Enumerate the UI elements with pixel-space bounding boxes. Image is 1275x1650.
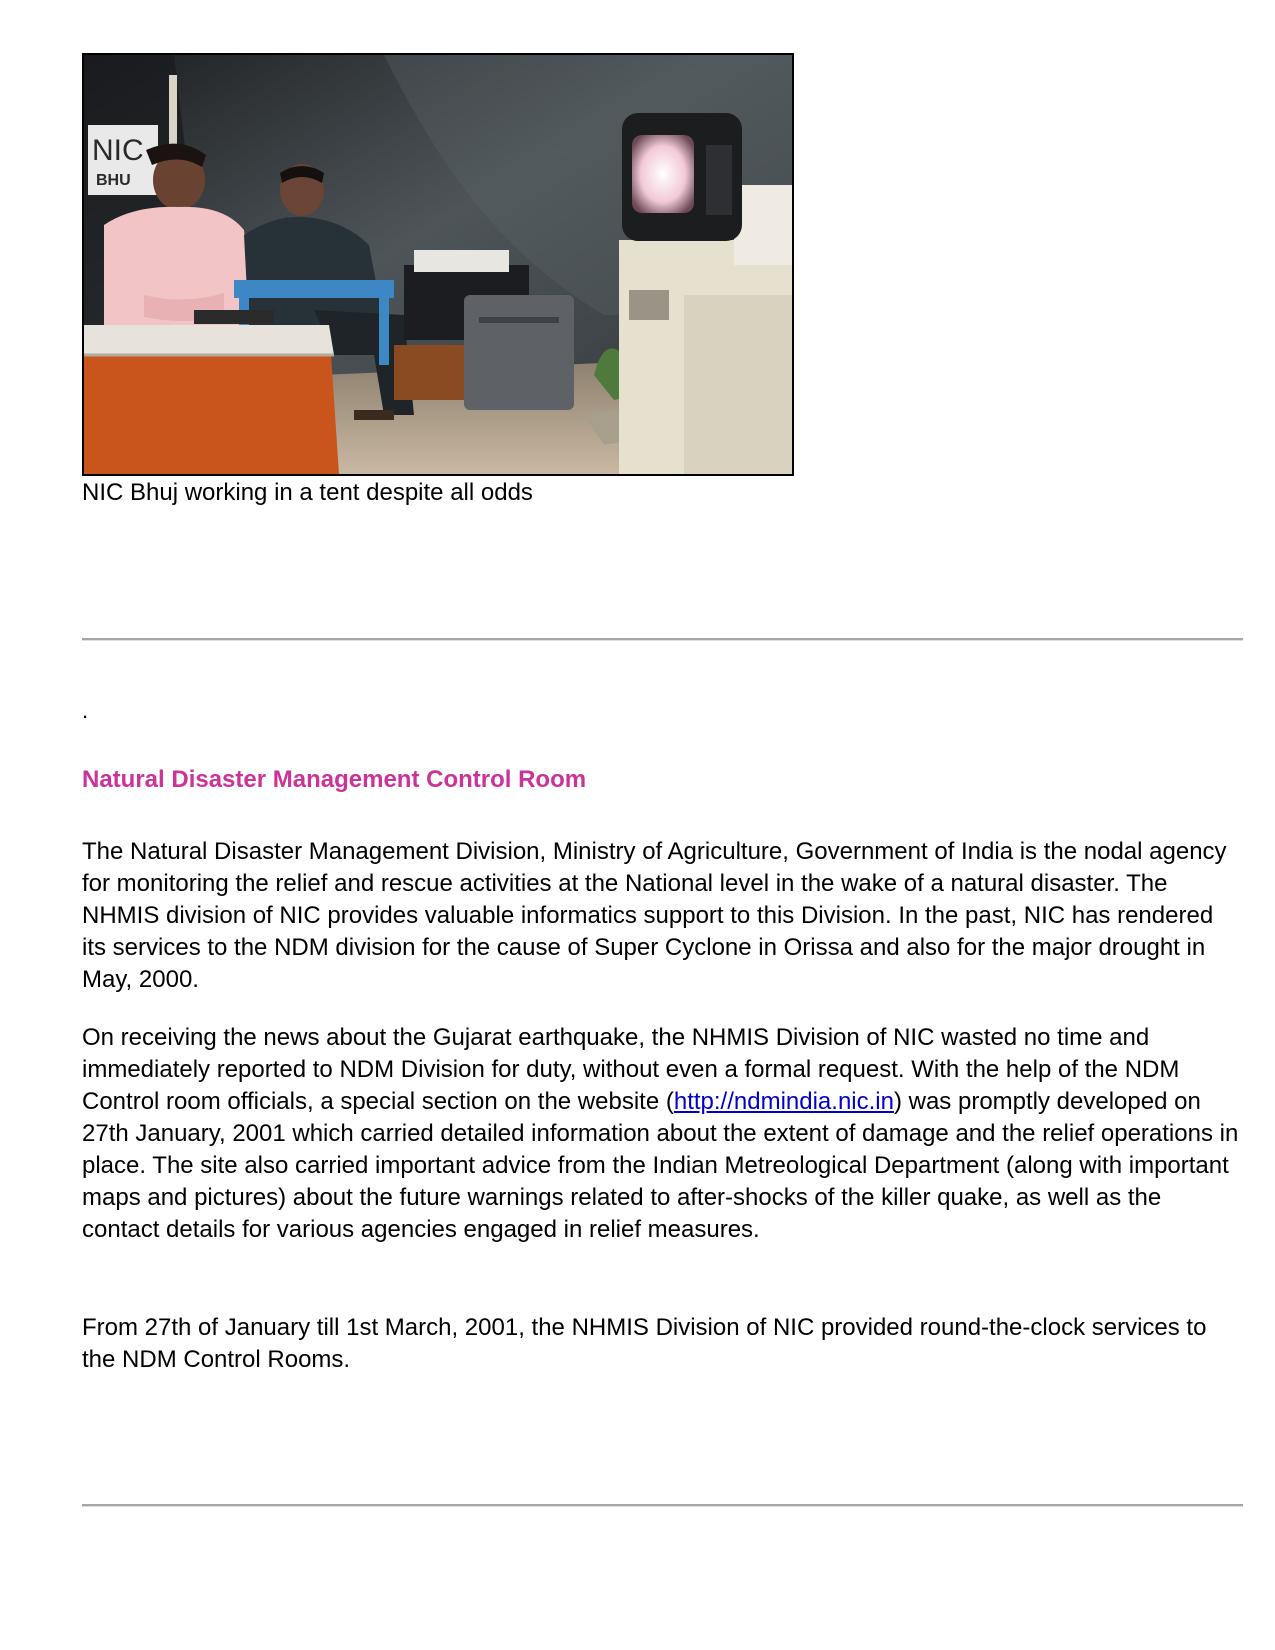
paragraph-services: From 27th of January till 1st March, 2001, the NHMIS Division of NIC provided round-the-clock services to the NDM Control Rooms. [82, 1314, 1207, 1373]
tent-photo [82, 53, 794, 476]
section-heading: Natural Disaster Management Control Room [82, 766, 587, 793]
paragraph-website-text-after: ) was promptly developed on 27th January, 2001 which carried detailed information about the extent of damage and the relief operations in place. The site also carried important advice from the Indian Metreological Department (along with important maps and pictures) about the future warnings related to after-shocks of the killer quake, as well as the contact details for various agencies engaged in relief measures. [82, 1088, 1239, 1243]
paragraph-website [82, 1022, 1243, 1246]
photo-caption: NIC Bhuj working in a tent despite all odds [82, 479, 533, 506]
paragraph-website-text-before: On receiving the news about the Gujarat earthquake, the NHMIS Division of NIC wasted no time and immediately reported to NDM Division for duty, without even a formal request. With the help of the NDM Control room officials, a special section on the website ( [82, 1024, 1180, 1115]
tent-photo-illustration [84, 55, 792, 474]
ndmindia-website-link[interactable]: http://ndmindia.nic.in [673, 1088, 894, 1115]
horizontal-rule-bottom [82, 1504, 1243, 1507]
svg-text:BHU: BHU [96, 172, 131, 189]
paragraph-intro: The Natural Disaster Management Division, Ministry of Agriculture, Government of India is the nodal agency for monitoring the relief and rescue activities at the National level in the wake of a natural disaster. The NHMIS division of NIC provides valuable informatics support to this Division. In the past, NIC has rendered its services to the NDM division for the cause of Super Cyclone in Orissa and also for the major drought in May, 2000. [82, 838, 1227, 993]
separator-dot: . [82, 698, 89, 723]
svg-text:NIC: NIC [92, 134, 144, 167]
horizontal-rule [82, 638, 1243, 641]
